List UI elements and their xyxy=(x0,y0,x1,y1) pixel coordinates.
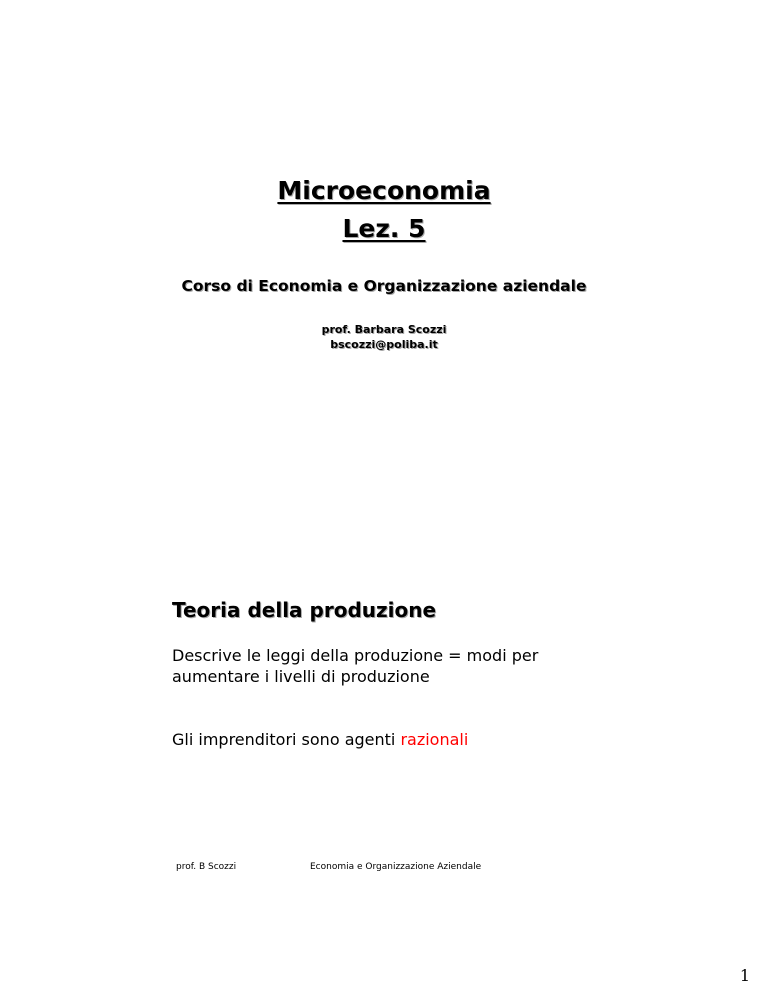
paragraph-text: Gli imprenditori sono agenti xyxy=(172,730,401,749)
paragraph-line: aumentare i livelli di produzione xyxy=(172,667,430,686)
section-heading: Teoria della produzione xyxy=(172,598,437,622)
course-name: Corso di Economia e Organizzazione aziendale xyxy=(181,277,587,295)
footer-author: prof. B Scozzi xyxy=(176,862,237,872)
paragraph-line: Descrive le leggi della produzione = modi per xyxy=(172,646,539,665)
author-email: bscozzi@poliba.it xyxy=(330,338,438,351)
paragraph-production-laws xyxy=(172,645,592,687)
paragraph-rational-agents xyxy=(172,729,592,750)
highlighted-word: razionali xyxy=(400,730,469,749)
lecture-number: Lez. 5 xyxy=(342,214,426,243)
footer-course: Economia e Organizzazione Aziendale xyxy=(310,862,482,872)
author-name: prof. Barbara Scozzi xyxy=(321,323,447,336)
page-number: 1 xyxy=(739,966,750,985)
document-title: Microeconomia xyxy=(277,176,491,205)
